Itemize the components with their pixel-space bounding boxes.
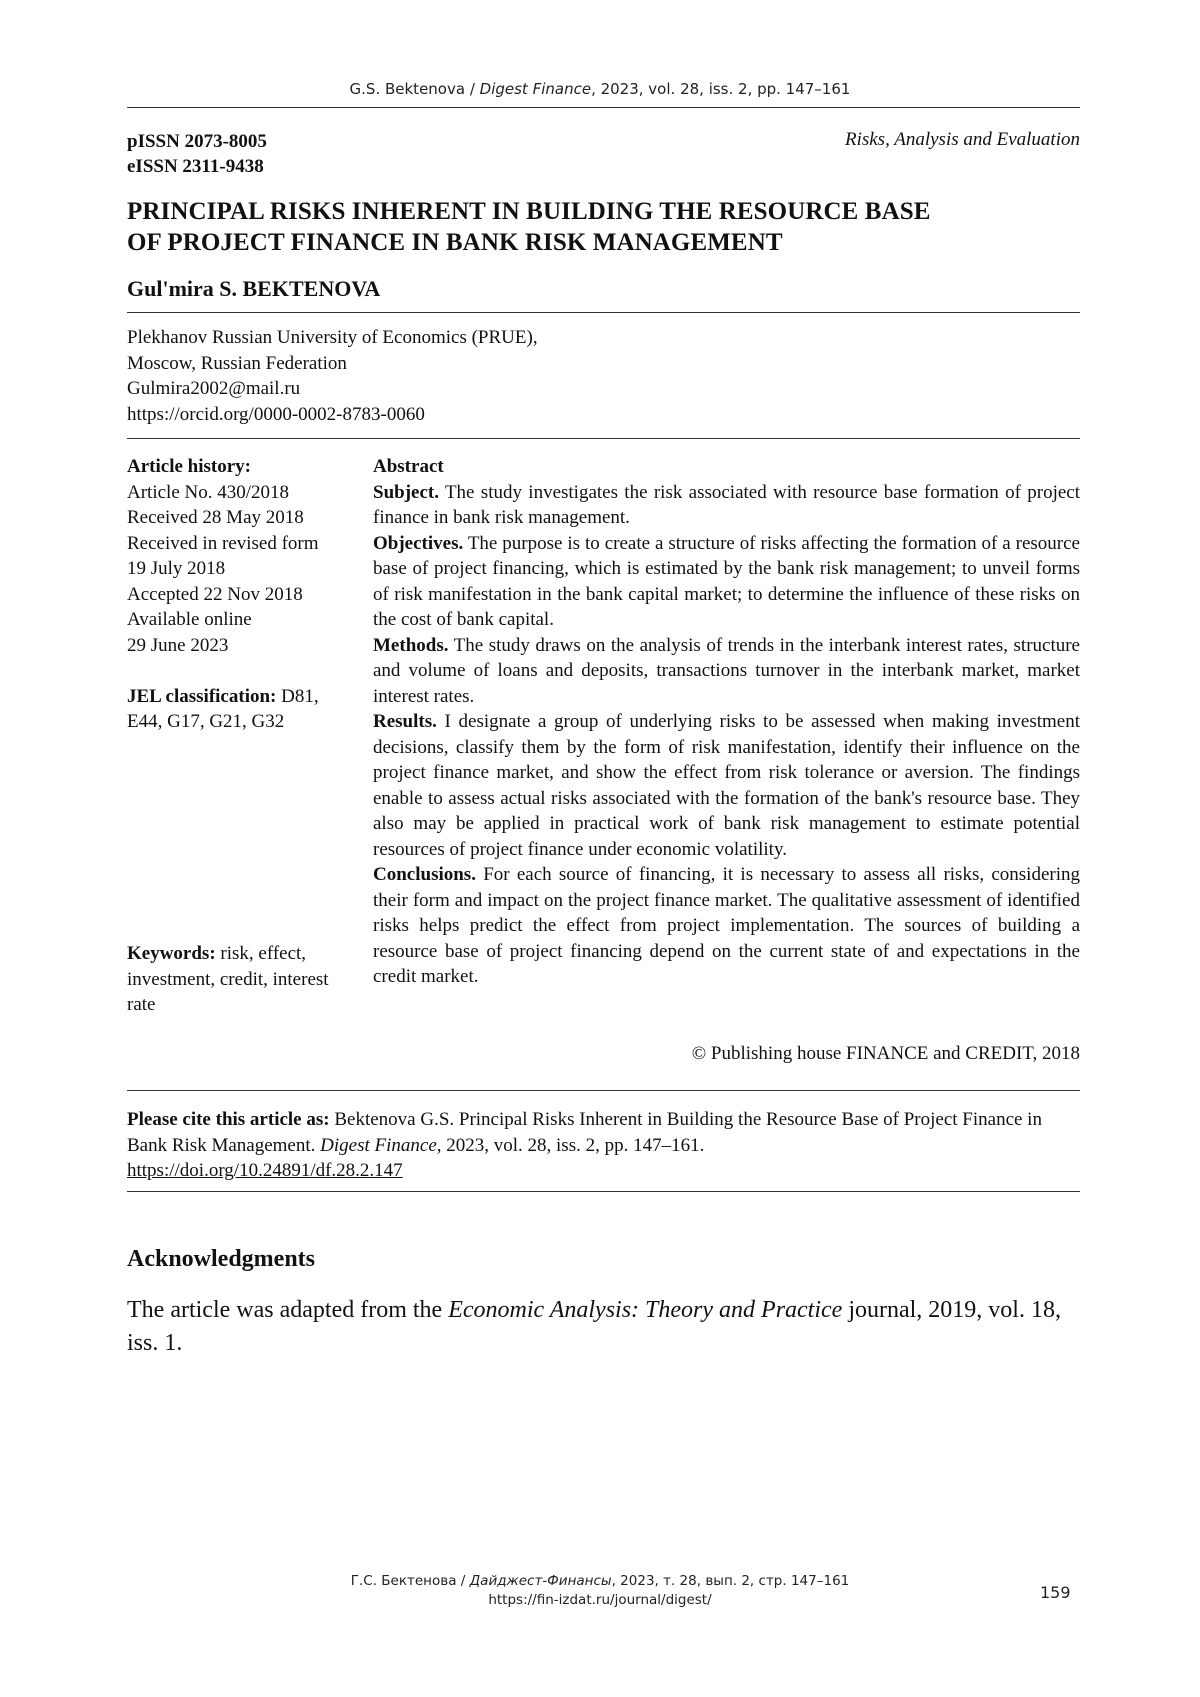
page-number: 159: [1040, 1583, 1071, 1602]
abstract-results: [373, 709, 1080, 862]
subject-text: The study investigates the risk associated with resource base formation of project finance in bank risk management.: [373, 481, 1080, 528]
affiliation-institution: Plekhanov Russian University of Economics (PRUE),: [127, 327, 538, 348]
footer-author: Г.С. Бектенова /: [350, 1573, 470, 1589]
abstract-methods: [373, 633, 1080, 710]
author-divider: [127, 312, 1080, 313]
citation-block: [127, 1107, 1080, 1184]
results-label: Results.: [373, 711, 437, 732]
cite-details: , 2023, vol. 28, iss. 2, pp. 147–161.: [436, 1134, 705, 1156]
jel-label: JEL classification:: [127, 685, 277, 707]
history-line: Received in revised form: [127, 532, 319, 554]
objectives-text: The purpose is to create a structure of risks affecting the formation of a resource base of project financing, which is estimated by the bank risk management; to unveil forms of risk manifestation in the bank capital market; to determine the influence of these risks on the cost of bank capital.: [373, 532, 1080, 630]
history-line: Article No. 430/2018: [127, 481, 290, 503]
acknowledgments-heading: Acknowledgments: [127, 1246, 316, 1272]
ack-journal: Economic Analysis: Theory and Practice: [448, 1297, 843, 1323]
running-head-author: G.S. Bektenova /: [349, 80, 480, 98]
article-history: [127, 454, 357, 735]
history-label: Article history:: [127, 456, 251, 477]
electronic-issn: eISSN 2311-9438: [127, 156, 264, 177]
cite-text: Bektenova G.S. Principal Risks Inherent in Building the Resource Base of Project Finance in Bank Risk Management.: [127, 1109, 1042, 1156]
affiliation-divider: [127, 438, 1080, 439]
copyright: © Publishing house FINANCE and CREDIT, 2018: [691, 1043, 1080, 1064]
objectives-label: Objectives.: [373, 532, 464, 554]
author-name: Gul'mira S. BEKTENOVA: [127, 276, 381, 301]
header-divider: [127, 107, 1080, 108]
footer-details: , 2023, т. 28, вып. 2, стр. 147–161: [611, 1573, 850, 1589]
keywords-value: risk, effect, investment, credit, interest rate: [127, 943, 329, 1015]
conclusions-label: Conclusions.: [373, 864, 476, 885]
jel-classification: [127, 684, 357, 735]
conclusions-text: For each source of financing, it is necessary to assess all risks, considering their form and impact on the project finance market. The qualitative assessment of identified risks helps predict the effect from project implementation. The sources of building a resource base of project financing depend on the current state of and expectations in the credit market.: [373, 864, 1080, 987]
author-email[interactable]: Gulmira2002@mail.ru: [127, 378, 301, 399]
acknowledgments-text: [127, 1294, 1080, 1360]
affiliation: [127, 325, 538, 427]
doi-link[interactable]: https://doi.org/10.24891/df.28.2.147: [127, 1160, 403, 1181]
cite-label: Please cite this article as:: [127, 1109, 330, 1130]
footer-url[interactable]: https://fin-izdat.ru/journal/digest/: [488, 1592, 712, 1608]
cite-top-divider: [127, 1090, 1080, 1091]
abstract-subject: [373, 480, 1080, 531]
history-line: Received 28 May 2018: [127, 507, 304, 528]
rubric: Risks, Analysis and Evaluation: [844, 129, 1080, 150]
footer-journal: Дайджест-Финансы: [469, 1573, 612, 1589]
abstract-heading: Abstract: [373, 456, 444, 477]
ack-text-start: The article was adapted from the: [127, 1297, 449, 1323]
history-line: Accepted 22 Nov 2018: [127, 583, 303, 605]
title-line: OF PROJECT FINANCE IN BANK RISK MANAGEMENT: [127, 229, 783, 256]
methods-label: Methods.: [373, 634, 449, 656]
abstract: [373, 454, 1080, 990]
results-text: I designate a group of underlying risks to be assessed when making investment decisions, classify them by the form of risk manifestation, identify their influence on the project finance market, and show the effect from risk tolerance or aversion. The findings enable to assess actual risks associated with the formation of the bank's resource base. They also may be applied in practical work of bank risk management to estimate potential resources of project finance under economic volatility.: [373, 711, 1080, 860]
running-head-journal: Digest Finance: [479, 80, 592, 98]
abstract-conclusions: [373, 862, 1080, 990]
cite-journal: Digest Finance: [320, 1134, 437, 1156]
footer-citation: [0, 1572, 1200, 1591]
methods-text: The study draws on the analysis of trends in the interbank interest rates, structure and volume of loans and deposits, transactions turnover in the interbank market, market interest rates.: [373, 634, 1080, 707]
running-head: [0, 80, 1200, 98]
author-orcid[interactable]: https://orcid.org/0000-0002-8783-0060: [127, 403, 425, 425]
keywords-label: Keywords:: [127, 943, 216, 964]
cite-bottom-divider: [127, 1191, 1080, 1192]
jel-value: D81, E44, G17, G21, G32: [127, 685, 319, 732]
history-line: 19 July 2018: [127, 558, 226, 579]
print-issn: pISSN 2073-8005: [127, 131, 267, 152]
subject-label: Subject.: [373, 481, 439, 503]
title-line: PRINCIPAL RISKS INHERENT IN BUILDING THE RESOURCE BASE: [127, 198, 931, 225]
running-head-details: , 2023, vol. 28, iss. 2, pp. 147–161: [591, 80, 851, 98]
abstract-objectives: [373, 531, 1080, 633]
keywords: [127, 941, 357, 1018]
history-line: Available online: [127, 609, 252, 630]
ack-text-end: journal, 2019, vol. 18, iss. 1.: [127, 1297, 1061, 1356]
issn-block: [127, 129, 267, 179]
page-footer: [0, 1572, 1200, 1610]
history-line: 29 June 2023: [127, 634, 229, 656]
article-title: [127, 196, 1077, 258]
affiliation-location: Moscow, Russian Federation: [127, 352, 347, 374]
